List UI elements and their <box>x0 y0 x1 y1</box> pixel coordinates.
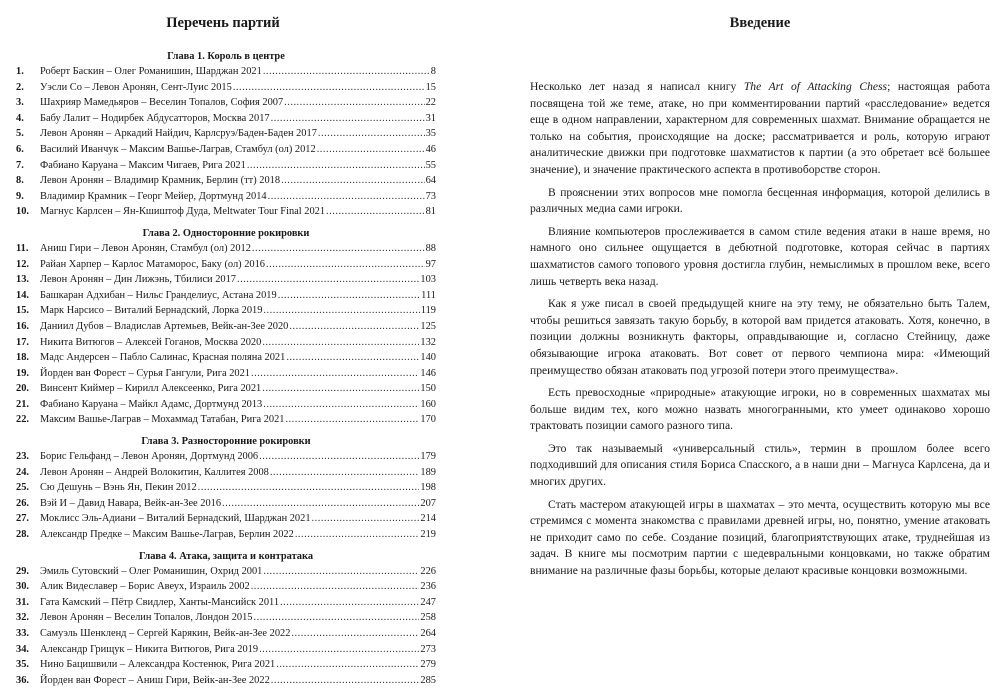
game-entry[interactable] <box>16 126 436 142</box>
game-entry[interactable] <box>16 511 436 527</box>
game-entry[interactable] <box>16 319 436 335</box>
game-title: Левон Аронян – Дин Лижэнь, Тбилиси 2017 <box>40 274 237 286</box>
game-number: 28. <box>16 529 29 541</box>
game-entry[interactable] <box>16 527 436 543</box>
page-number: 226 <box>420 565 436 577</box>
game-entry[interactable] <box>16 579 436 595</box>
dot-leader <box>247 158 425 174</box>
paragraph-text: Это так называемый «универсальный стиль», термин в прошлом более всего подходивший для описания стиля Бориса Спасского, а в наши дни – Магнуса Карлсена, да и многих других. <box>530 441 990 489</box>
game-number: 23. <box>16 451 29 463</box>
game-entry[interactable] <box>16 626 436 642</box>
game-title: Александр Грищук – Никита Витюгов, Рига 2019 <box>40 643 259 655</box>
dot-leader <box>281 173 425 189</box>
paragraph-text: Как я уже писал в своей предыдущей книге на эту тему, не обязательно быть Талем, чтобы решиться завязать такую борьбу, в которой вам придется атаковать. Хотя, конечно, в позиции должны возникнуть факторы, оправдывающие и, согласно Стейницу, даже обязывающие игрока атаковать. Вот совет от первого чемпиона мира: «Имеющий преимущество обязан атаковать под угрозой потери этого преимущества». <box>530 297 990 377</box>
dot-leader <box>278 288 420 304</box>
game-number: 11. <box>16 242 29 254</box>
page-number: 198 <box>420 482 436 494</box>
dot-leader <box>263 303 419 319</box>
game-title: Даниил Дубов – Владислав Артемьев, Вейк-ан-Зее 2020 <box>40 320 289 332</box>
game-number: 33. <box>16 628 29 639</box>
game-title: Никита Витюгов – Алексей Гоганов, Москва 2020 <box>40 336 262 348</box>
game-title: Вэй И – Давид Навара, Вейк-ан-Зее 2016 <box>40 497 222 509</box>
chapter-title: Глава 3. Разносторонние рокировки <box>141 436 311 448</box>
game-number: 7. <box>16 159 24 171</box>
page-number: 219 <box>420 529 436 541</box>
game-title: Левон Аронян – Веселин Топалов, Лондон 2015 <box>40 612 253 624</box>
dot-leader <box>276 657 419 673</box>
game-entry[interactable] <box>16 288 436 304</box>
paragraph-text: В прояснении этих вопросов мне помогла бесценная информация, которой делились в различных медиа сами игроки. <box>530 185 990 216</box>
chapter <box>16 226 436 428</box>
page-number: 214 <box>420 513 436 525</box>
page-number: 125 <box>420 320 436 332</box>
dot-leader <box>317 142 425 158</box>
game-title: Башкаран Адхибан – Нильс Гранделиус, Астана 2019 <box>40 289 277 301</box>
page-number: 22 <box>425 97 436 109</box>
game-list <box>16 241 436 428</box>
game-entry[interactable] <box>16 412 436 428</box>
game-list <box>16 564 436 688</box>
chapter-title: Глава 4. Атака, защита и контратака <box>138 550 314 562</box>
paragraph <box>530 296 990 379</box>
dot-leader <box>289 319 419 335</box>
game-title: Марк Нарсисо – Виталий Бернадский, Лорка 2019 <box>40 305 263 317</box>
dot-leader <box>252 241 425 257</box>
chapter-list <box>16 49 436 688</box>
game-number: 10. <box>16 206 29 218</box>
game-number: 15. <box>16 305 29 317</box>
chapter-title: Глава 1. Король в центре <box>167 51 285 62</box>
page-number: 55 <box>425 159 436 171</box>
game-number: 35. <box>16 659 29 671</box>
introduction-text <box>530 79 990 580</box>
game-entry[interactable] <box>16 496 436 512</box>
game-title: Роберт Баскин – Олег Романишин, Шарджан 2021 <box>40 66 262 77</box>
dot-leader <box>237 272 419 288</box>
game-title: Борис Гельфанд – Левон Аронян, Дортмунд 2006 <box>40 451 259 463</box>
page-number: 285 <box>420 674 436 686</box>
game-title: Гата Камский – Пётр Свидлер, Ханты-Мансийск 2011 <box>40 596 280 608</box>
game-entry[interactable] <box>16 272 436 288</box>
game-entry[interactable] <box>16 642 436 658</box>
page-number: 119 <box>420 305 436 317</box>
game-entry[interactable] <box>16 673 436 688</box>
game-title: Йорден ван Форест – Аниш Гири, Вейк-ан-Зее 2022 <box>40 674 270 686</box>
page-number: 140 <box>420 352 436 364</box>
dot-leader <box>233 80 425 96</box>
game-entry[interactable] <box>16 610 436 626</box>
game-title: Максим Вашье-Лаграв – Мохаммад Татабан, Рига 2021 <box>40 414 285 426</box>
game-number: 29. <box>16 565 29 577</box>
introduction-page <box>530 0 990 681</box>
game-entry[interactable] <box>16 142 436 158</box>
dot-leader <box>280 595 419 611</box>
paragraph <box>530 224 990 290</box>
dot-leader <box>291 626 419 642</box>
game-number: 19. <box>16 367 29 379</box>
paragraph <box>530 497 990 580</box>
game-number: 22. <box>16 414 29 426</box>
page-number: 258 <box>420 612 436 624</box>
game-entry[interactable] <box>16 204 436 220</box>
page-number: 189 <box>420 466 436 478</box>
game-number: 13. <box>16 274 29 286</box>
page-number: 35 <box>425 128 436 140</box>
introduction-title: Введение <box>729 15 791 31</box>
game-title: Райан Харпер – Карлос Матаморос, Баку (ол) 2016 <box>40 258 266 270</box>
game-number: 16. <box>16 320 29 332</box>
game-number: 24. <box>16 466 29 478</box>
game-number: 36. <box>16 674 29 686</box>
page-number: 15 <box>425 81 436 93</box>
chapter <box>16 549 436 688</box>
game-number: 14. <box>16 289 29 301</box>
chapter-title: Глава 2. Односторонние рокировки <box>142 227 310 239</box>
game-number: 20. <box>16 383 29 395</box>
game-entry[interactable] <box>16 303 436 319</box>
page-number: 81 <box>425 206 436 218</box>
dot-leader <box>251 579 420 595</box>
page-number: 264 <box>420 628 436 639</box>
paragraph-text: Несколько лет назад я написал книгу <box>530 80 744 93</box>
page-number: 146 <box>420 367 436 379</box>
dot-leader <box>263 564 419 580</box>
game-title: Нино Бацишвили – Александра Костенюк, Рига 2021 <box>40 659 276 671</box>
game-list <box>16 449 436 543</box>
dot-leader <box>259 449 419 465</box>
game-number: 2. <box>16 81 24 93</box>
game-title: Фабиано Каруана – Майкл Адамс, Дортмунд 2013 <box>40 398 263 410</box>
page-number: 273 <box>420 643 436 655</box>
game-entry[interactable] <box>16 449 436 465</box>
dot-leader <box>198 480 420 496</box>
game-title: Уэсли Со – Левон Аронян, Сент-Луис 2015 <box>40 81 232 93</box>
dot-leader <box>262 335 419 351</box>
game-title: Бабу Лалит – Нодирбек Абдусатторов, Москва 2017 <box>40 112 270 124</box>
game-title: Моклисс Эль-Адиани – Виталий Бернадский, Шарджан 2021 <box>40 513 311 525</box>
paragraph-text: Влияние компьютеров прослеживается в самом стиле ведения атаки в наше время, но намного оно сильнее ощущается в дебютной подготовке, которая сейчас в партиях шахматистов самого топового уровня достигла глубин, немыслимых в прошлом веке, всего лишь четверть века назад. <box>530 224 990 288</box>
game-number: 32. <box>16 612 29 624</box>
page-number: 73 <box>425 190 436 202</box>
game-entry[interactable] <box>16 381 436 397</box>
dot-leader <box>271 673 420 688</box>
game-entry[interactable] <box>16 595 436 611</box>
dot-leader <box>268 189 425 205</box>
page-number: 111 <box>421 289 436 301</box>
game-entry[interactable] <box>16 335 436 351</box>
game-entry[interactable] <box>16 397 436 413</box>
dot-leader <box>326 204 425 220</box>
dot-leader <box>251 366 419 382</box>
dot-leader <box>222 496 419 512</box>
game-entry[interactable] <box>16 480 436 496</box>
game-list <box>16 64 436 220</box>
page-number: 247 <box>420 596 436 608</box>
game-number: 9. <box>16 190 24 202</box>
page-number: 64 <box>425 175 436 187</box>
page-number: 150 <box>420 383 436 395</box>
page-number: 46 <box>425 143 436 155</box>
dot-leader <box>312 511 420 527</box>
game-entry[interactable] <box>16 257 436 273</box>
paragraph <box>530 79 990 179</box>
page-number: 279 <box>420 659 436 671</box>
page-number: 160 <box>420 398 436 410</box>
game-entry[interactable] <box>16 189 436 205</box>
game-title: Самуэль Шенкленд – Сергей Карякин, Вейк-ан-Зее 2022 <box>40 628 291 639</box>
game-number: 17. <box>16 336 29 348</box>
dot-leader <box>263 64 430 80</box>
paragraph-text: Стать мастером атакующей игры в шахматах – это мечта, осуществить которую мы все стремимся с момента знакомства с правилами древней игры, но, понятно, умение атаковать не приходит само по себе. Создание позиций, благоприятствующих атаке, труднейшая из задач. В книге мы посмотрим партии с шедевральными концовками, но также обратим внимание на различные фазы борьбы, которые делают красивые концовки возможными. <box>530 497 990 578</box>
game-entry[interactable] <box>16 158 436 174</box>
page-number: 88 <box>425 242 436 254</box>
game-number: 34. <box>16 643 29 655</box>
contents-title: Перечень партий <box>166 15 280 31</box>
game-number: 5. <box>16 128 24 140</box>
page-number: 207 <box>420 497 436 509</box>
game-title: Фабиано Каруана – Максим Чигаев, Рига 2021 <box>40 159 246 171</box>
game-entry[interactable] <box>16 241 436 257</box>
dot-leader <box>318 126 425 142</box>
game-title: Аниш Гири – Левон Аронян, Стамбул (ол) 2012 <box>40 242 251 254</box>
game-entry[interactable] <box>16 350 436 366</box>
game-number: 26. <box>16 497 29 509</box>
game-title: Шахрияр Мамедьяров – Веселин Топалов, София 2007 <box>40 97 284 109</box>
page-number: 170 <box>420 414 436 426</box>
game-title: Левон Аронян – Владимир Крамник, Берлин (тт) 2018 <box>40 175 281 187</box>
dot-leader <box>271 111 425 127</box>
game-entry[interactable] <box>16 465 436 481</box>
game-number: 4. <box>16 112 24 124</box>
paragraph-text: Есть превосходные «природные» атакующие игроки, но в современных шахматах мы больше видим тех, кого можно назвать многогранными, кто умеет одинаково хорошо трактовать позиции самого разного типа. <box>530 386 990 433</box>
game-title: Магнус Карлсен – Ян-Кшиштоф Дуда, Meltwater Tour Final 2021 <box>40 206 326 218</box>
game-number: 6. <box>16 143 24 155</box>
game-number: 3. <box>16 97 24 109</box>
page-number: 31 <box>425 112 436 124</box>
game-number: 8. <box>16 175 24 187</box>
game-number: 12. <box>16 258 29 270</box>
game-entry[interactable] <box>16 657 436 673</box>
game-entry[interactable] <box>16 366 436 382</box>
game-title: Владимир Крамник – Георг Мейер, Дортмунд 2014 <box>40 190 267 202</box>
game-title: Винсент Киймер – Кирилл Алексеенко, Рига 2021 <box>40 383 262 395</box>
dot-leader <box>266 257 425 273</box>
game-number: 27. <box>16 513 29 525</box>
game-title: Йорден ван Форест – Сурья Гангули, Рига 2021 <box>40 367 250 379</box>
game-number: 18. <box>16 352 29 364</box>
page-number: 97 <box>425 258 436 270</box>
page-number: 103 <box>420 274 436 286</box>
dot-leader <box>270 465 420 481</box>
chapter <box>16 434 436 543</box>
dot-leader <box>285 412 419 428</box>
page-number: 236 <box>420 581 436 593</box>
game-title: Сю Дешунь – Вэнь Ян, Пекин 2012 <box>40 482 197 494</box>
game-title: Василий Иванчук – Максим Вашье-Лаграв, Стамбул (ол) 2012 <box>40 143 316 155</box>
paragraph <box>530 385 990 435</box>
dot-leader <box>254 610 420 626</box>
game-title: Александр Предке – Максим Вашье-Лаграв, Берлин 2022 <box>40 529 294 541</box>
paragraph <box>530 441 990 491</box>
dot-leader <box>262 381 419 397</box>
page-number: 179 <box>420 451 436 463</box>
dot-leader <box>263 397 419 413</box>
dot-leader <box>259 642 419 658</box>
contents-page <box>16 0 436 686</box>
game-title: Алик Видеславер – Борис Авеух, Израиль 2002 <box>40 581 250 593</box>
game-entry[interactable] <box>16 111 436 127</box>
paragraph <box>530 185 990 218</box>
game-title: Мадс Андерсен – Пабло Салинас, Красная поляна 2021 <box>40 352 286 364</box>
paragraph-text: ; настоящая работа посвящена той же теме, атаке, но при комментировании партий «расследование» ведется еще в одном направлении, характерном для современных шахмат. Внимание обращается не только на события, происходящие на доске; рассматривается и роль, которую играют аналитические движки при подготовке шахматистов к партии (а это обретает всё большее значение), и значение практического аспекта в противоборстве сторон. <box>530 80 990 176</box>
game-title: Левон Аронян – Аркадий Найдич, Карлсруэ/Баден-Баден 2017 <box>40 128 317 140</box>
game-title: Левон Аронян – Андрей Волокитин, Каллитея 2008 <box>40 466 269 478</box>
page-number: 132 <box>420 336 436 348</box>
chapter <box>16 49 436 220</box>
game-entry[interactable] <box>16 95 436 111</box>
dot-leader <box>286 350 419 366</box>
page-number: 8 <box>430 66 436 77</box>
game-number: 30. <box>16 581 29 593</box>
book-title-italic: The Art of Attacking Chess <box>743 80 888 93</box>
game-number: 1. <box>16 66 24 77</box>
game-entry[interactable] <box>16 173 436 189</box>
game-entry[interactable] <box>16 64 436 80</box>
dot-leader <box>284 95 424 111</box>
game-entry[interactable] <box>16 564 436 580</box>
game-title: Эмиль Сутовский – Олег Романишин, Охрид 2001 <box>40 565 263 577</box>
game-number: 25. <box>16 482 29 494</box>
game-number: 31. <box>16 596 29 608</box>
game-entry[interactable] <box>16 80 436 96</box>
game-number: 21. <box>16 398 29 410</box>
dot-leader <box>295 527 420 543</box>
